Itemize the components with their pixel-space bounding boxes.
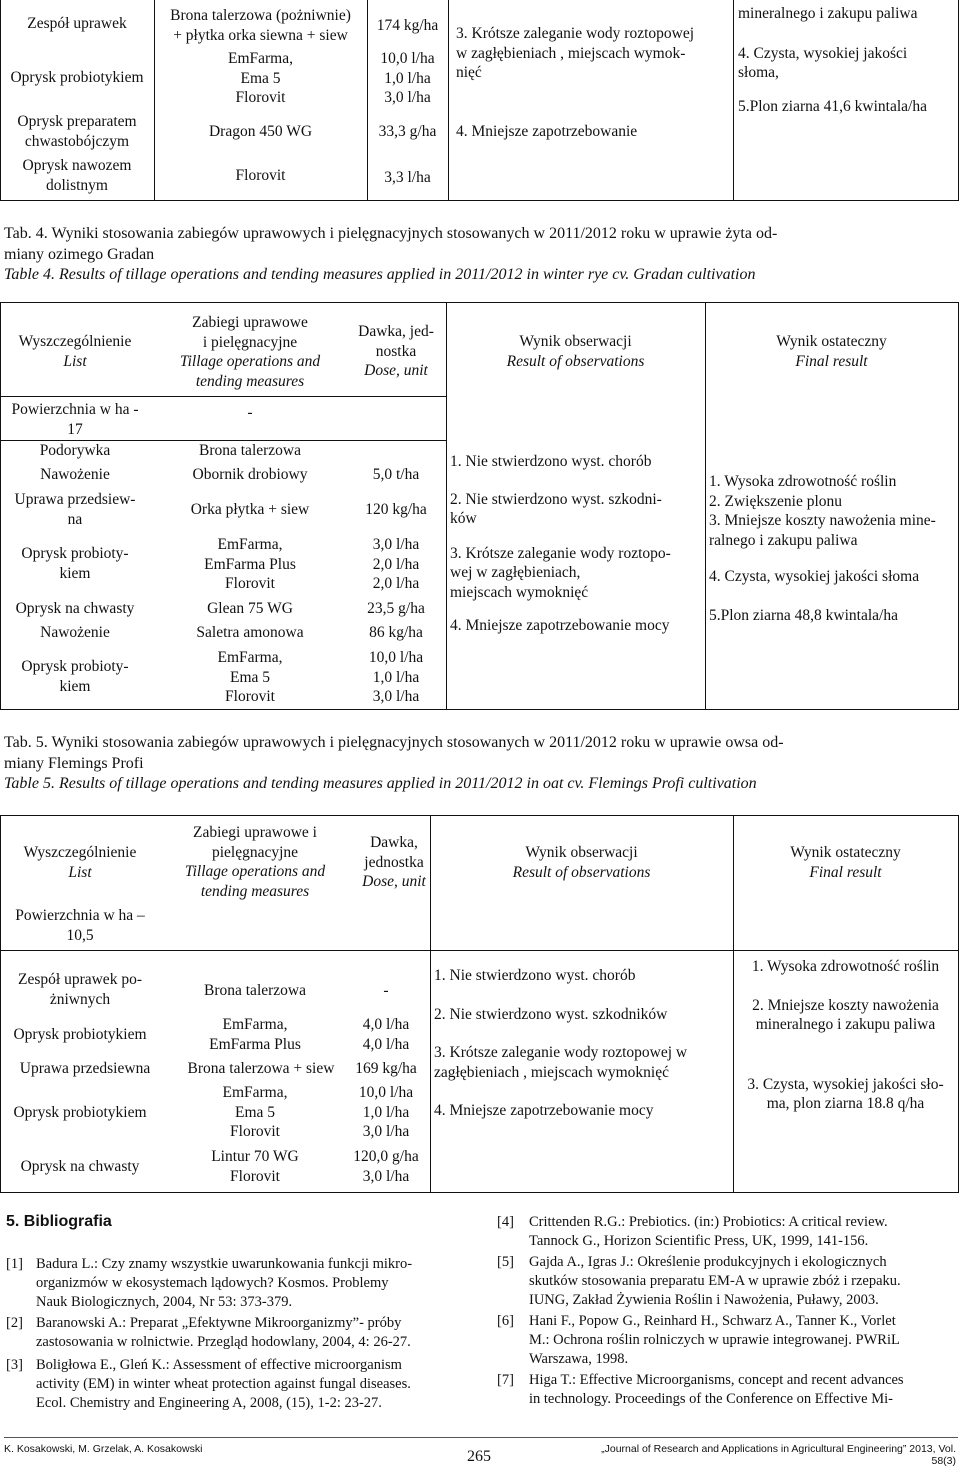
tab4-row3-op: Orka płytka + siew (190, 501, 310, 518)
top-final-results: mineralnego i zakupu paliwa 4. Czysta, wysokiej jakości słoma, 5.Plon ziarna 41,6 kwintala/ha (738, 5, 927, 115)
top-row1-operation: Brona talerzowa (pożniwnie) + płytka orka siewna + siew (170, 7, 351, 44)
tab4-row7-list: Oprysk probioty- kiem (21, 658, 129, 695)
tab5-header-dose: Dawka, jednostka Dose, unit (362, 834, 426, 890)
top-row2-operation: EmFarma, Ema 5 Florovit (228, 50, 293, 106)
bibliography-heading: 5. Bibliografia (6, 1213, 112, 1230)
tab4-row5-list: Oprysk na chwasty (15, 600, 135, 617)
tab5-row5-op: Lintur 70 WG Florovit (211, 1148, 299, 1185)
tab4-row4-list: Oprysk probioty- kiem (21, 545, 129, 582)
tab4-header-operations: Zabiegi uprawowe i pielęgnacyjne Tillage operations and tending measures (179, 314, 321, 390)
tab4-row6-list: Nawożenie (40, 624, 110, 641)
tab4-area-dash: - (247, 404, 253, 421)
page-number: 265 (467, 1448, 491, 1465)
tab4-row6-dose: 86 kg/ha (369, 624, 423, 641)
tab5-row5-list: Oprysk na chwasty (20, 1158, 140, 1175)
tab5-header-final: Wynik ostateczny Final result (790, 844, 901, 881)
tab4-header-list: Wyszczególnienie List (18, 333, 132, 370)
top-observations: 3. Krótsze zaleganie wody roztopowej w zagłębieniach , miejscach wymok- nięć (456, 25, 695, 81)
tab4-row2-dose: 5,0 t/ha (372, 466, 420, 483)
tab4-header-final: Wynik ostateczny Final result (776, 333, 887, 370)
tab4-row6-op: Saletra amonowa (196, 624, 304, 641)
tab4-observations: 1. Nie stwierdzono wyst. chorób 2. Nie stwierdzono wyst. szkodni- ków 3. Krótsze zaleganie wody roztopo- wej w zagłębieniach, miejscach wymoknięć 4. Mniejsze zapotrzebowanie mocy (450, 453, 671, 634)
footer-authors: K. Kosakowski, M. Grzelak, A. Kosakowski (4, 1443, 203, 1455)
tab5-row3-op: Brona talerzowa + siew (187, 1060, 335, 1077)
top-observation-4: 4. Mniejsze zapotrzebowanie (456, 123, 638, 140)
tab4-row4-dose: 3,0 l/ha 2,0 l/ha 2,0 l/ha (372, 536, 420, 592)
top-row3-list: Oprysk preparatem chwastobójczym (17, 113, 137, 150)
tab5-row4-dose: 10,0 l/ha 1,0 l/ha 3,0 l/ha (358, 1084, 414, 1140)
tab5-row1-dose: - (383, 982, 389, 999)
tab5-header-operations: Zabiegi uprawowe i pielęgnacyjne Tillage operations and tending measures (184, 824, 326, 900)
tab5-final-results: 1. Wysoka zdrowotność roślin 2. Mniejsze koszty nawożenia mineralnego i zakupu paliwa 3. Czysta, wysokiej jakości sło- ma, plon ziarna 18.8 q/ha (747, 958, 944, 1112)
tab5-row2-dose: 4,0 l/ha 4,0 l/ha (362, 1016, 410, 1053)
footer-rule (4, 1437, 958, 1438)
tab4-row1-list: Podorywka (39, 442, 111, 459)
tab5-row4-op: EmFarma, Ema 5 Florovit (222, 1084, 288, 1140)
top-row3-operation: Dragon 450 WG (208, 123, 313, 140)
tab5-row2-list: Oprysk probiotykiem (13, 1026, 147, 1043)
top-row1-dose: 174 kg/ha (376, 17, 439, 34)
top-row4-operation: Florovit (235, 167, 286, 184)
tab4-caption: Tab. 4. Wyniki stosowania zabiegów uprawowych i pielęgnacyjnych stosowanych w 2011/2012 roku w uprawie żyta od- miany ozimego Gradan Table 4. Results of tillage operations and tending measures applied in 2011/2012 in winter rye cv. Gradan cultivation (4, 224, 954, 286)
tab5-row3-list: Uprawa przedsiewna (19, 1060, 151, 1077)
tab4-row7-dose: 10,0 l/ha 1,0 l/ha 3,0 l/ha (368, 649, 424, 705)
top-row4-dose: 3,3 l/ha (384, 169, 431, 186)
tab4-row3-dose: 120 kg/ha (365, 501, 427, 518)
top-row2-list: Oprysk probiotykiem (10, 69, 144, 86)
tab4-final-results: 1. Wysoka zdrowotność roślin 2. Zwiększenie plonu 3. Mniejsze koszty nawożenia mine- ralnego i zakupu paliwa 4. Czysta, wysokiej jakości słoma 5.Plon ziarna 48,8 kwintala/ha (709, 473, 936, 624)
footer-journal: „Journal of Research and Applications in Agricultural Engineering” 2013, Vol. 58(3) (601, 1443, 956, 1466)
tab4-row2-op: Obornik drobiowy (192, 466, 308, 483)
tab4-row2-list: Nawożenie (40, 466, 110, 483)
tab4-row5-op: Glean 75 WG (207, 600, 293, 617)
tab5-row2-op: EmFarma, EmFarma Plus (209, 1016, 301, 1053)
tab5-caption: Tab. 5. Wyniki stosowania zabiegów uprawowych i pielęgnacyjnych stosowanych w 2011/2012 roku w uprawie owsa od- miany Flemings Profi Table 5. Results of tillage operations and tending measures applied in 2011/2012 in oat cv. Flemings Profi cultivation (4, 733, 954, 795)
tab5-header-list: Wyszczególnienie List (23, 844, 137, 881)
tab5-area: Powierzchnia w ha – 10,5 (15, 907, 145, 944)
top-row2-dose: 10,0 l/ha 1,0 l/ha 3,0 l/ha (380, 50, 435, 106)
tab4-row5-dose: 23,5 g/ha (367, 600, 425, 617)
top-row4-list: Oprysk nawozem dolistnym (22, 157, 132, 194)
tab5-observations: 1. Nie stwierdzono wyst. chorób 2. Nie stwierdzono wyst. szkodników 3. Krótsze zaleganie wody roztopowej w zagłębieniach , miejscach wymoknięć 4. Mniejsze zapotrzebowanie mocy (434, 967, 688, 1119)
tab5-row5-dose: 120,0 g/ha 3,0 l/ha (353, 1148, 419, 1185)
tab4-row1-op: Brona talerzowa (199, 442, 301, 459)
tab5-row1-list: Zespół uprawek po- żniwnych (18, 971, 142, 1008)
tab4-row4-op: EmFarma, EmFarma Plus Florovit (204, 536, 296, 592)
top-row1-list: Zespół uprawek (27, 15, 127, 32)
top-row3-dose: 33,3 g/ha (378, 123, 437, 140)
tab4-header-dose: Dawka, jed- nostka Dose, unit (358, 323, 434, 379)
tab4-area: Powierzchnia w ha - 17 (11, 401, 139, 438)
tab5-header-observations: Wynik obserwacji Result of observations (512, 844, 651, 881)
tab5-caption-en: Table 5. Results of tillage operations and tending measures applied in 2011/2012 in oat cv. Flemings Profi cultivation (4, 775, 757, 792)
tab5-row3-dose: 169 kg/ha (355, 1060, 417, 1077)
tab4-caption-en: Table 4. Results of tillage operations and tending measures applied in 2011/2012 in winter rye cv. Gradan cultivation (4, 266, 756, 283)
tab4-row7-op: EmFarma, Ema 5 Florovit (217, 649, 283, 705)
tab5-row1-op: Brona talerzowa (204, 982, 306, 999)
tab5-row4-list: Oprysk probiotykiem (13, 1104, 147, 1121)
tab4-row3-list: Uprawa przedsiew- na (14, 491, 136, 528)
tab4-header-observations: Wynik obserwacji Result of observations (506, 333, 645, 370)
